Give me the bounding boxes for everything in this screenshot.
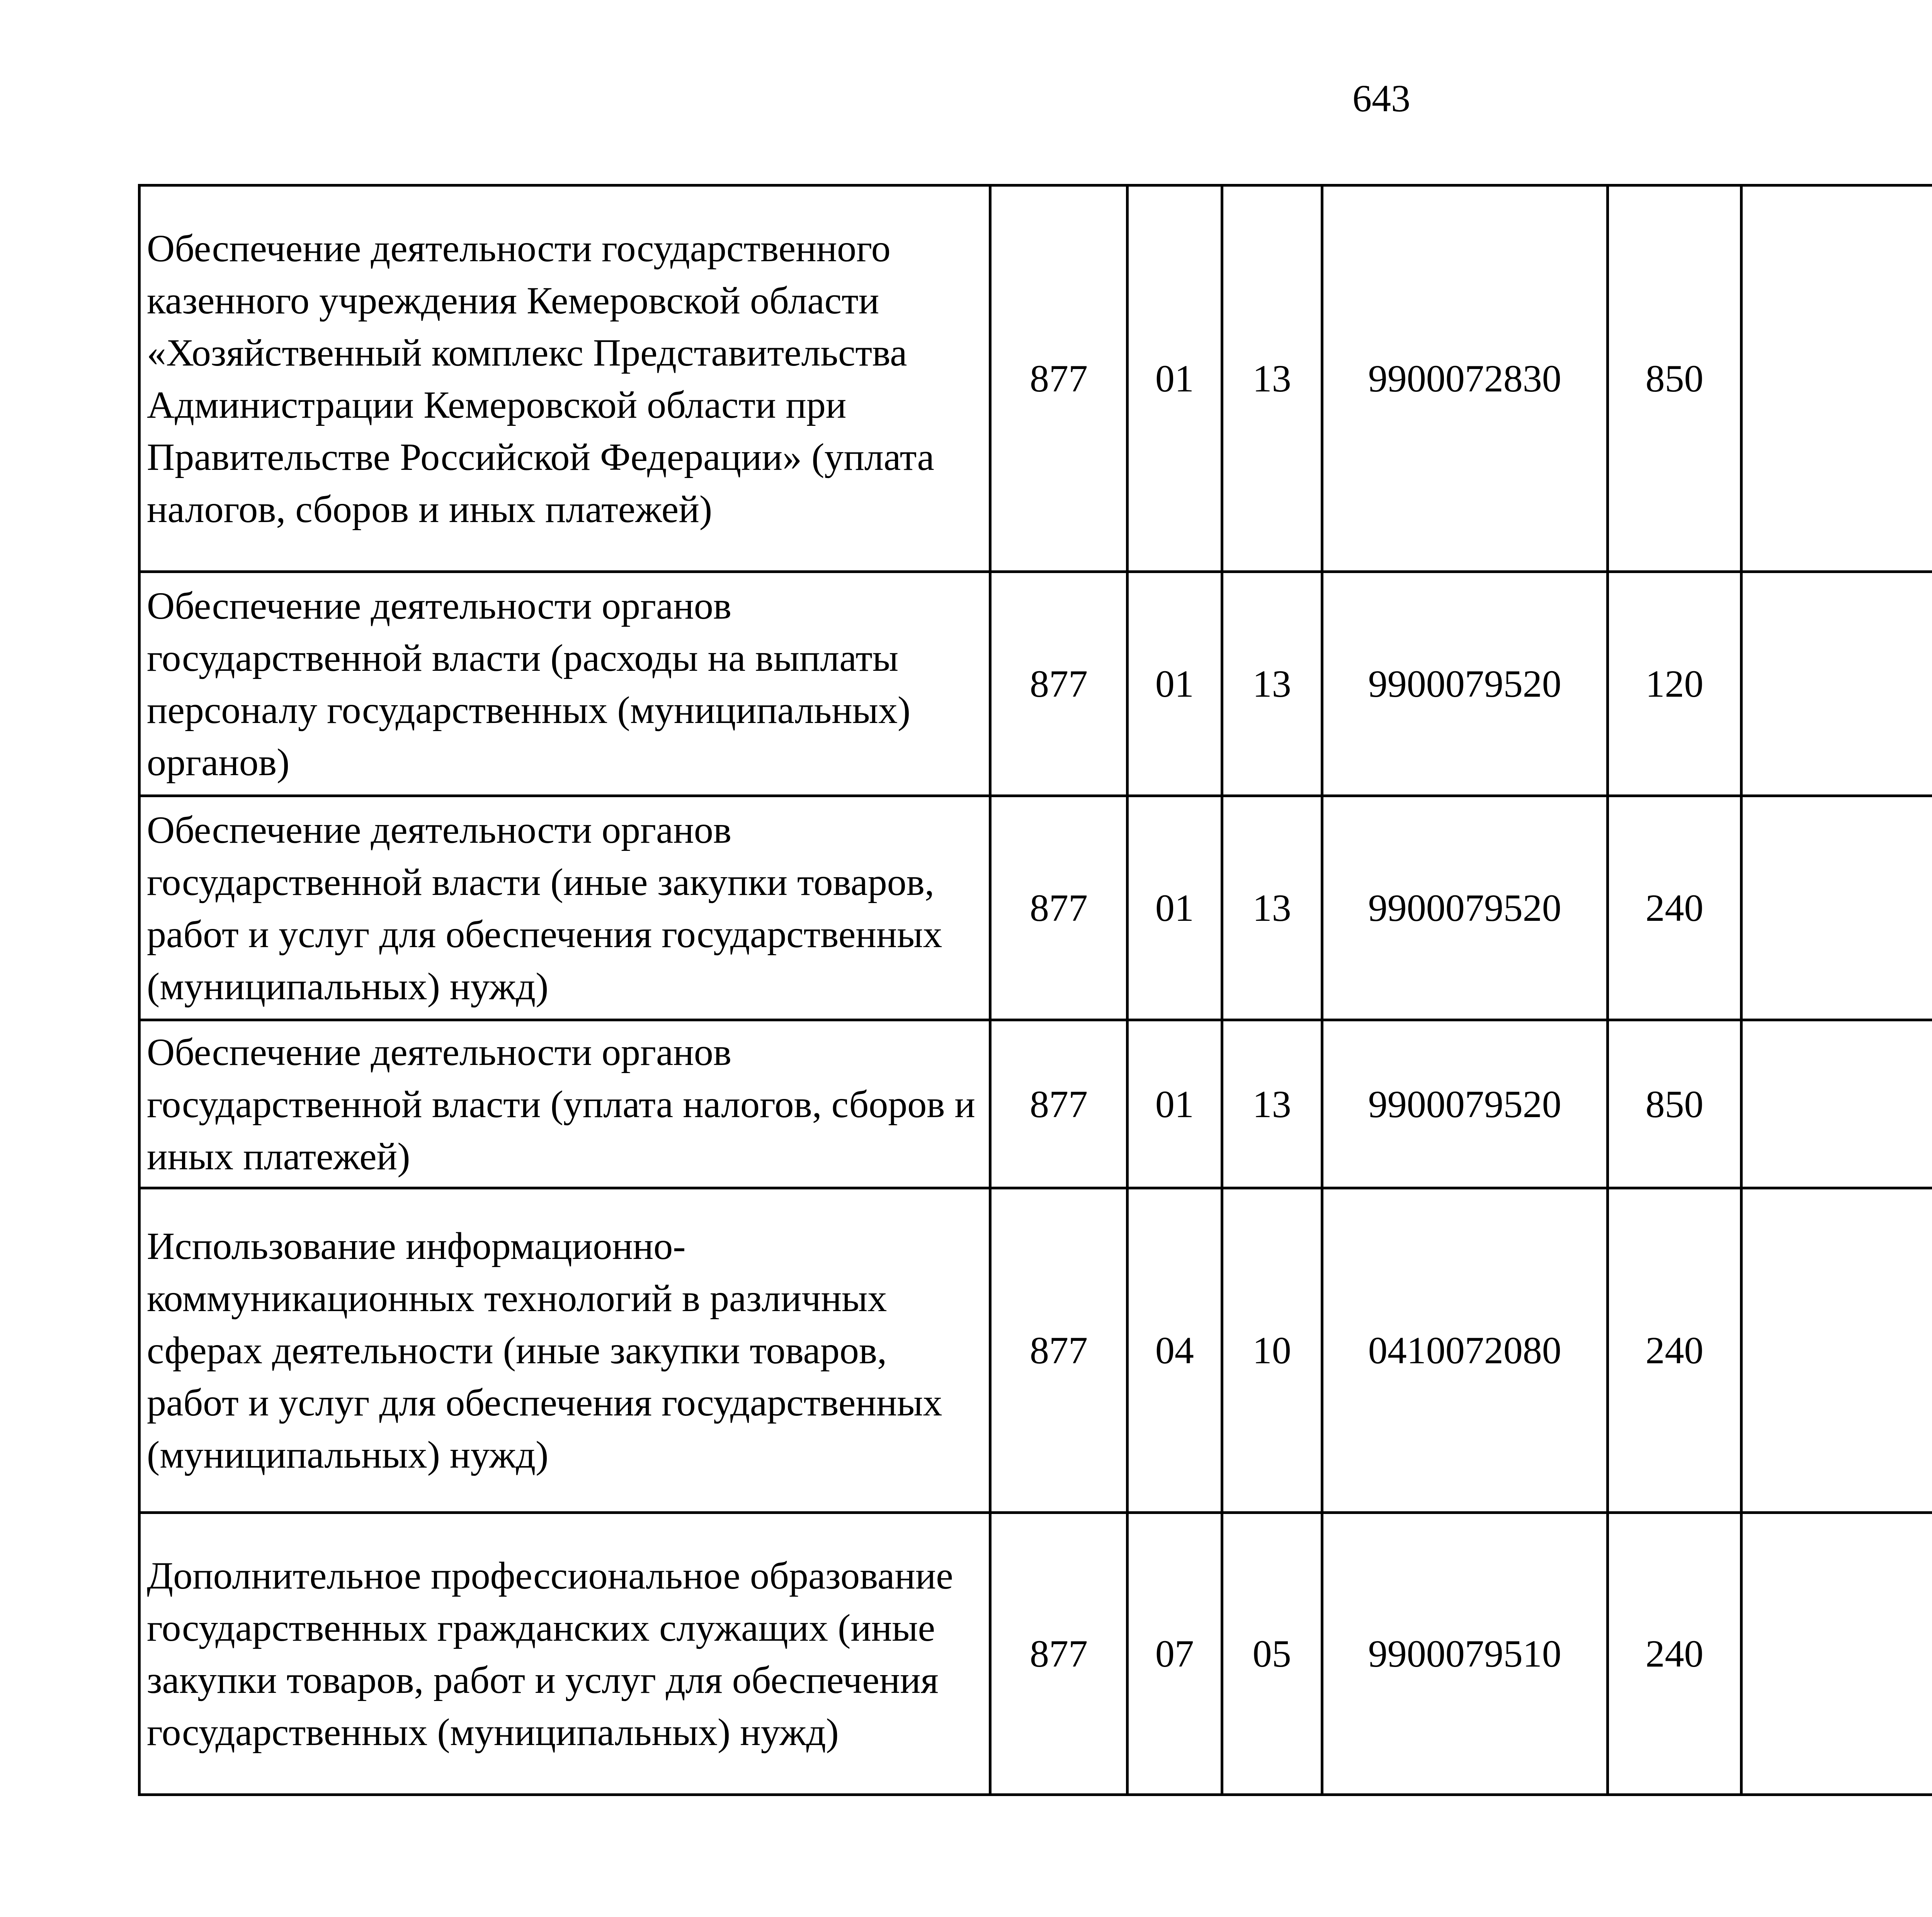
amount-1 xyxy=(1742,1513,1932,1795)
table-row xyxy=(139,796,1932,1020)
expense-type-code: 120 xyxy=(1607,572,1741,796)
expense-type-code: 240 xyxy=(1607,1513,1741,1795)
row-description: Обеспечение деятельности государственного казенного учреждения Кемеровской области «Хозяйственный комплекс Представительства Администрации Кемеровской области при Правительстве Российской Федерации» (уплата налогов, сборов и иных платежей) xyxy=(139,185,990,572)
target-article-code: 9900079520 xyxy=(1322,572,1607,796)
expense-type-code: 850 xyxy=(1607,1020,1741,1188)
table-row xyxy=(139,185,1932,572)
subsection-code: 05 xyxy=(1222,1513,1322,1795)
amount-1 xyxy=(1742,185,1932,572)
amount-1 xyxy=(1742,796,1932,1020)
ministry-code: 877 xyxy=(990,572,1127,796)
row-description: Обеспечение деятельности органов государственной власти (уплата налогов, сборов и иных платежей) xyxy=(139,1020,990,1188)
table-row xyxy=(139,1513,1932,1795)
amount-1 xyxy=(1742,1020,1932,1188)
target-article-code: 9900079520 xyxy=(1322,796,1607,1020)
expense-type-code: 850 xyxy=(1607,185,1741,572)
ministry-code: 877 xyxy=(990,185,1127,572)
row-description: Использование информационно-коммуникационных технологий в различных сферах деятельности (иные закупки товаров, работ и услуг для обеспечения государственных (муниципальных) нужд) xyxy=(139,1188,990,1513)
table-row xyxy=(139,1188,1932,1513)
ministry-code: 877 xyxy=(990,1188,1127,1513)
target-article-code: 0410072080 xyxy=(1322,1188,1607,1513)
row-description: Дополнительное профессиональное образование государственных гражданских служащих (иные закупки товаров, работ и услуг для обеспечения государственных (муниципальных) нужд) xyxy=(139,1513,990,1795)
table-row xyxy=(139,572,1932,796)
subsection-code: 13 xyxy=(1222,185,1322,572)
subsection-code: 13 xyxy=(1222,796,1322,1020)
section-code: 07 xyxy=(1128,1513,1222,1795)
table-row xyxy=(139,1020,1932,1188)
ministry-code: 877 xyxy=(990,1020,1127,1188)
section-code: 01 xyxy=(1128,185,1222,572)
target-article-code: 9900079520 xyxy=(1322,1020,1607,1188)
ministry-code: 877 xyxy=(990,1513,1127,1795)
page-number: 643 xyxy=(1352,77,1410,120)
section-code: 04 xyxy=(1128,1188,1222,1513)
section-code: 01 xyxy=(1128,1020,1222,1188)
expense-type-code: 240 xyxy=(1607,1188,1741,1513)
row-description: Обеспечение деятельности органов государственной власти (расходы на выплаты персоналу государственных (муниципальных) органов) xyxy=(139,572,990,796)
row-description: Обеспечение деятельности органов государственной власти (иные закупки товаров, работ и услуг для обеспечения государственных (муниципальных) нужд) xyxy=(139,796,990,1020)
ministry-code: 877 xyxy=(990,796,1127,1020)
subsection-code: 10 xyxy=(1222,1188,1322,1513)
amount-1 xyxy=(1742,1188,1932,1513)
amount-1 xyxy=(1742,572,1932,796)
target-article-code: 9900072830 xyxy=(1322,185,1607,572)
budget-table xyxy=(138,184,1932,1796)
section-code: 01 xyxy=(1128,796,1222,1020)
subsection-code: 13 xyxy=(1222,572,1322,796)
target-article-code: 9900079510 xyxy=(1322,1513,1607,1795)
subsection-code: 13 xyxy=(1222,1020,1322,1188)
expense-type-code: 240 xyxy=(1607,796,1741,1020)
section-code: 01 xyxy=(1128,572,1222,796)
